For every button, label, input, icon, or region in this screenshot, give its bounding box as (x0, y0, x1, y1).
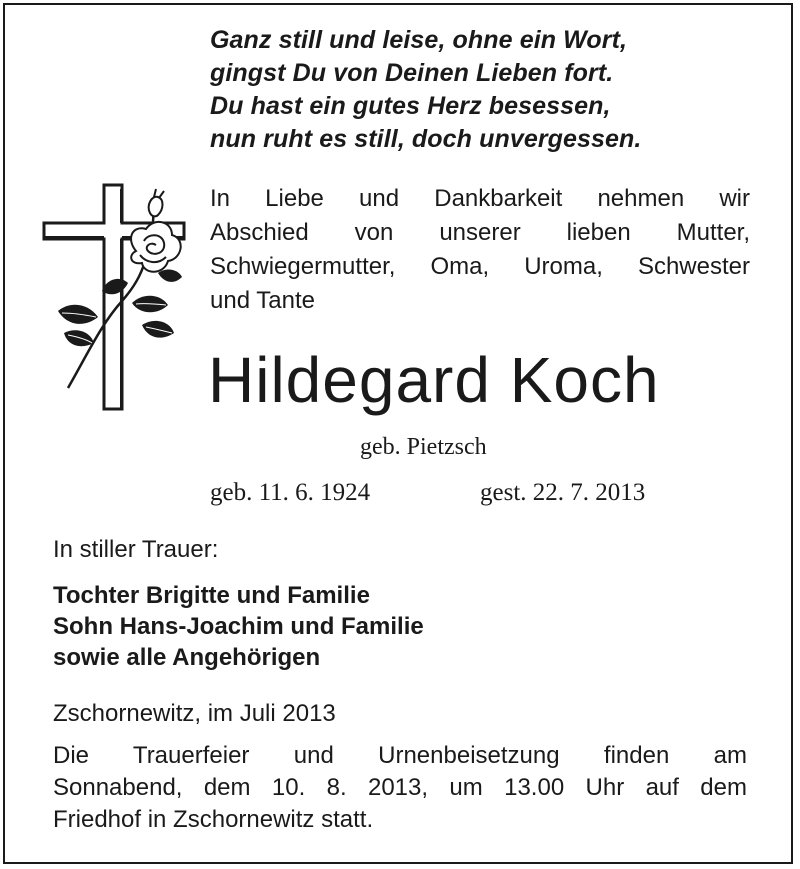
intro-line: Abschied von unserer lieben Mutter, (210, 219, 750, 246)
place-and-date: Zschornewitz, im Juli 2013 (53, 700, 336, 727)
mourner-item: Tochter Brigitte und Familie (53, 582, 370, 609)
mourners-list (53, 580, 424, 673)
funeral-line: Friedhof in Zschornewitz statt. (53, 806, 374, 833)
poem-line: gingst Du von Deinen Lieben fort. (210, 59, 614, 87)
funeral-line: Die Trauerfeier und Urnenbeisetzung finden am (53, 742, 747, 769)
maiden-name: geb. Pietzsch (360, 434, 487, 460)
mourner-item: Sohn Hans-Joachim und Familie (53, 613, 424, 640)
poem-line: nun ruht es still, doch unvergessen. (210, 125, 642, 153)
death-date: gest. 22. 7. 2013 (480, 479, 646, 506)
memorial-poem (210, 24, 770, 156)
poem-line: Ganz still und leise, ohne ein Wort, (210, 26, 628, 54)
intro-text (210, 182, 750, 318)
mourner-item: sowie alle Angehörigen (53, 644, 321, 671)
birth-date: geb. 11. 6. 1924 (210, 479, 371, 506)
poem-line: Du hast ein gutes Herz besessen, (210, 92, 611, 120)
intro-line: und Tante (210, 287, 315, 314)
deceased-name: Hildegard Koch (208, 344, 660, 416)
intro-line: In Liebe und Dankbarkeit nehmen wir (210, 185, 750, 212)
intro-line: Schwiegermutter, Oma, Uroma, Schwester (210, 253, 750, 280)
funeral-info (53, 740, 747, 836)
funeral-line: Sonnabend, dem 10. 8. 2013, um 13.00 Uhr auf dem (53, 774, 747, 801)
cross-with-rose-icon (40, 183, 190, 413)
mourning-label: In stiller Trauer: (53, 536, 219, 563)
